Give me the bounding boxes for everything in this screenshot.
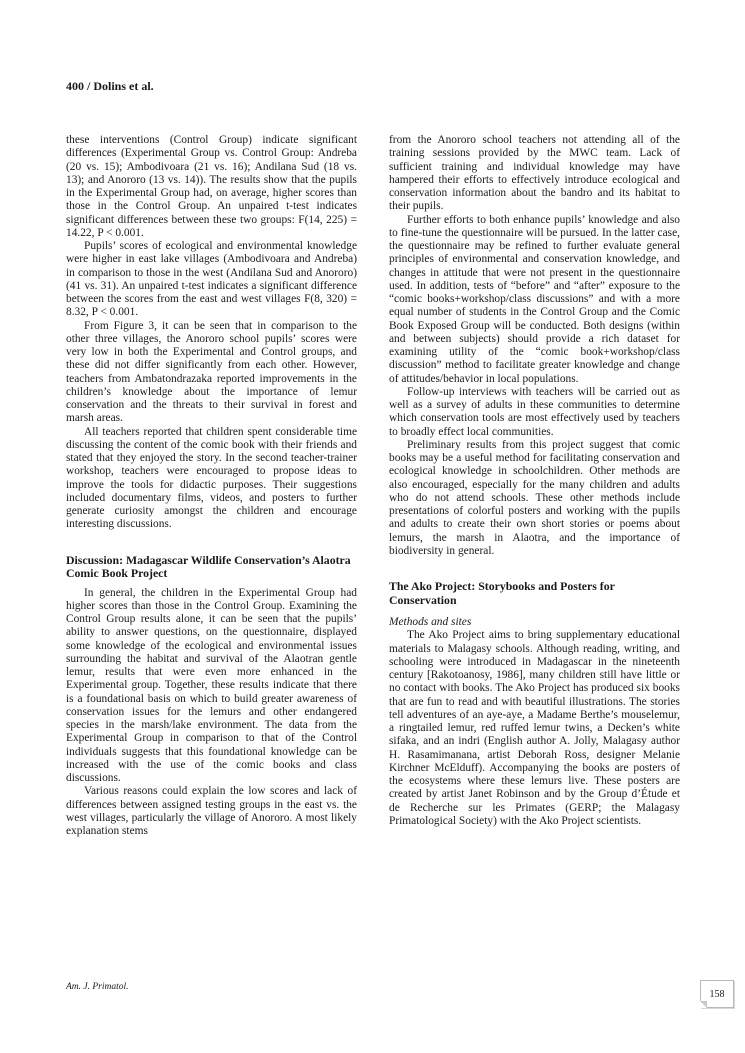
right-paragraph-2: Further efforts to both enhance pupils’ knowledge and also to fine-tune the questionnaire will be pursued. In the latter case, the questionnaire may be refined to further evaluate general principles of environmental and conservation knowledge, and changes in attitude that were not present in the questionnaire used. In addition, tests of “before” and “after” exposure to the “comic books+workshop/class discussions” and with a more equal number of students in the Control Group and the Comic Book Exposed Group will be conducted. Both designs (within and between subjects) should provide a rich dataset for examining utility of the “comic book+workshop/class discussion” method to facilitate greater knowledge and change of attitudes/behavior in local populations.: [389, 213, 680, 385]
discussion-heading: Discussion: Madagascar Wildlife Conservation’s Alaotra Comic Book Project: [66, 552, 351, 580]
right-paragraph-5: The Ako Project aims to bring supplementary educational materials to Malagasy schools. Although reading, writing, and schooling were introduced in Madagascar in the nineteenth century [Rakotoanosy, 1986], many children still have little or no contact with books. The Ako Project has produced six books that are fun to read and with beautiful illustrations. The stories tell adventures of an aye-aye, a Madame Berthe’s mouselemur, a ringtailed lemur, red ruffed lemur twins, a Decken’s white sifaka, and an indri (English author A. Jolly, Malagasy author H. Rasamimanana, artist Deborah Ross, designer Melanie Kirchner McElduff). Accompanying the books are posters of the ecosystems where these lemurs live. These posters are created by artist Janet Robinson and by the Group d’Étude et de Recherche sur les Primates (GERP; the Malagasy Primatological Society) with the Ako Project scientists.: [389, 629, 680, 827]
ako-project-heading: The Ako Project: Storybooks and Posters for Conservation: [389, 579, 615, 607]
left-paragraph-3: From Figure 3, it can be seen that in comparison to the other three villages, the Anororo school pupils’ scores were very low in both the Experimental and Control groups, and these did not differ significantly from each other. However, teachers from Ambatondrazaka reported improvements in the children’s knowledge about the importance of lemur conservation and the threats to their survival in forest and marsh areas.: [66, 319, 357, 425]
right-paragraph-3: Follow-up interviews with teachers will be carried out as well as a survey of adults in these communities to determine which conservation tools are most effectively used by teachers to broadly effect local communities.: [389, 385, 680, 438]
right-paragraph-1: from the Anororo school teachers not attending all of the training sessions provided by the MWC team. Lack of sufficient training and individual knowledge may have hampered their efforts to effectively introduce ecological and conservation information about the bandro and its habitat to their pupils.: [389, 134, 680, 213]
page-fold-icon: [700, 1001, 707, 1008]
left-paragraph-2: Pupils’ scores of ecological and environmental knowledge were higher in east lake villages (Ambodivoara and Andreba) in comparison to those in the west (Andilana Sud and Anororo) (41 vs. 31). An unpaired t-test indicates a significant difference between the scores from the east and west villages F(8, 320) = 8.32, P < 0.001.: [66, 240, 357, 319]
left-paragraph-5: In general, the children in the Experimental Group had higher scores than those in the Control Group. Examining the Control Group results alone, it can be seen that the pupils’ ability to answer questions, on the questionnaire, displayed some knowledge of the ecological and environmental issues surrounding the habitat and survival of the Alaotran gentle lemur, results that were even more enhanced in the Experimental group. Together, these results indicate that there is a foundational basis on which to build greater awareness of conservation issues for the lemurs and other endangered species in the marsh/lake environment. The data from the Experimental Group in comparison to that of the Control individuals suggests that this foundational knowledge can be increased with the use of the comic books and class discussions.: [66, 586, 357, 784]
page-number: 158: [709, 988, 725, 1000]
methods-subheading: Methods and sites: [389, 616, 472, 628]
left-column: [66, 134, 357, 838]
page-number-badge[interactable]: [700, 980, 734, 1008]
left-paragraph-4: All teachers reported that children spent considerable time discussing the content of the comic book with their friends and stated that they enjoyed the story. In the second teacher-trainer workshop, teachers were encouraged to propose ideas to improve the tools for didactic purposes. Their suggestions included documentary films, videos, and posters to further generate curiosity amongst the children and encourage interesting discussions.: [66, 425, 357, 531]
running-header: 400 / Dolins et al.: [66, 79, 154, 93]
journal-footer: Am. J. Primatol.: [66, 982, 129, 992]
right-column: [389, 134, 680, 828]
right-paragraph-4: Preliminary results from this project suggest that comic books may be a useful method for facilitating conservation and ecological knowledge in schoolchildren. Other methods are also encouraged, especially for the many children and adults who do not attend schools. These other methods include presentations of colorful posters and working with the pupils and adults to create their own short stories or poems about lemurs, the marsh in Alaotra, and the importance of biodiversity in general.: [389, 438, 680, 557]
left-paragraph-1: these interventions (Control Group) indicate significant differences (Experimental Group vs. Control Group: Andreba (20 vs. 15); Ambodivoara (21 vs. 16); Andilana Sud (18 vs. 13); and Anororo (13 vs. 14)). The results show that the pupils in the Experimental Group had, on average, higher scores than those in the Control Group. An unpaired t-test indicates significant differences between these two groups: F(14, 225) = 14.22, P < 0.001.: [66, 134, 357, 239]
left-paragraph-6: Various reasons could explain the low scores and lack of differences between assigned testing groups in the east vs. the west villages, particularly the village of Anororo. A most likely explanation stems: [66, 785, 357, 837]
